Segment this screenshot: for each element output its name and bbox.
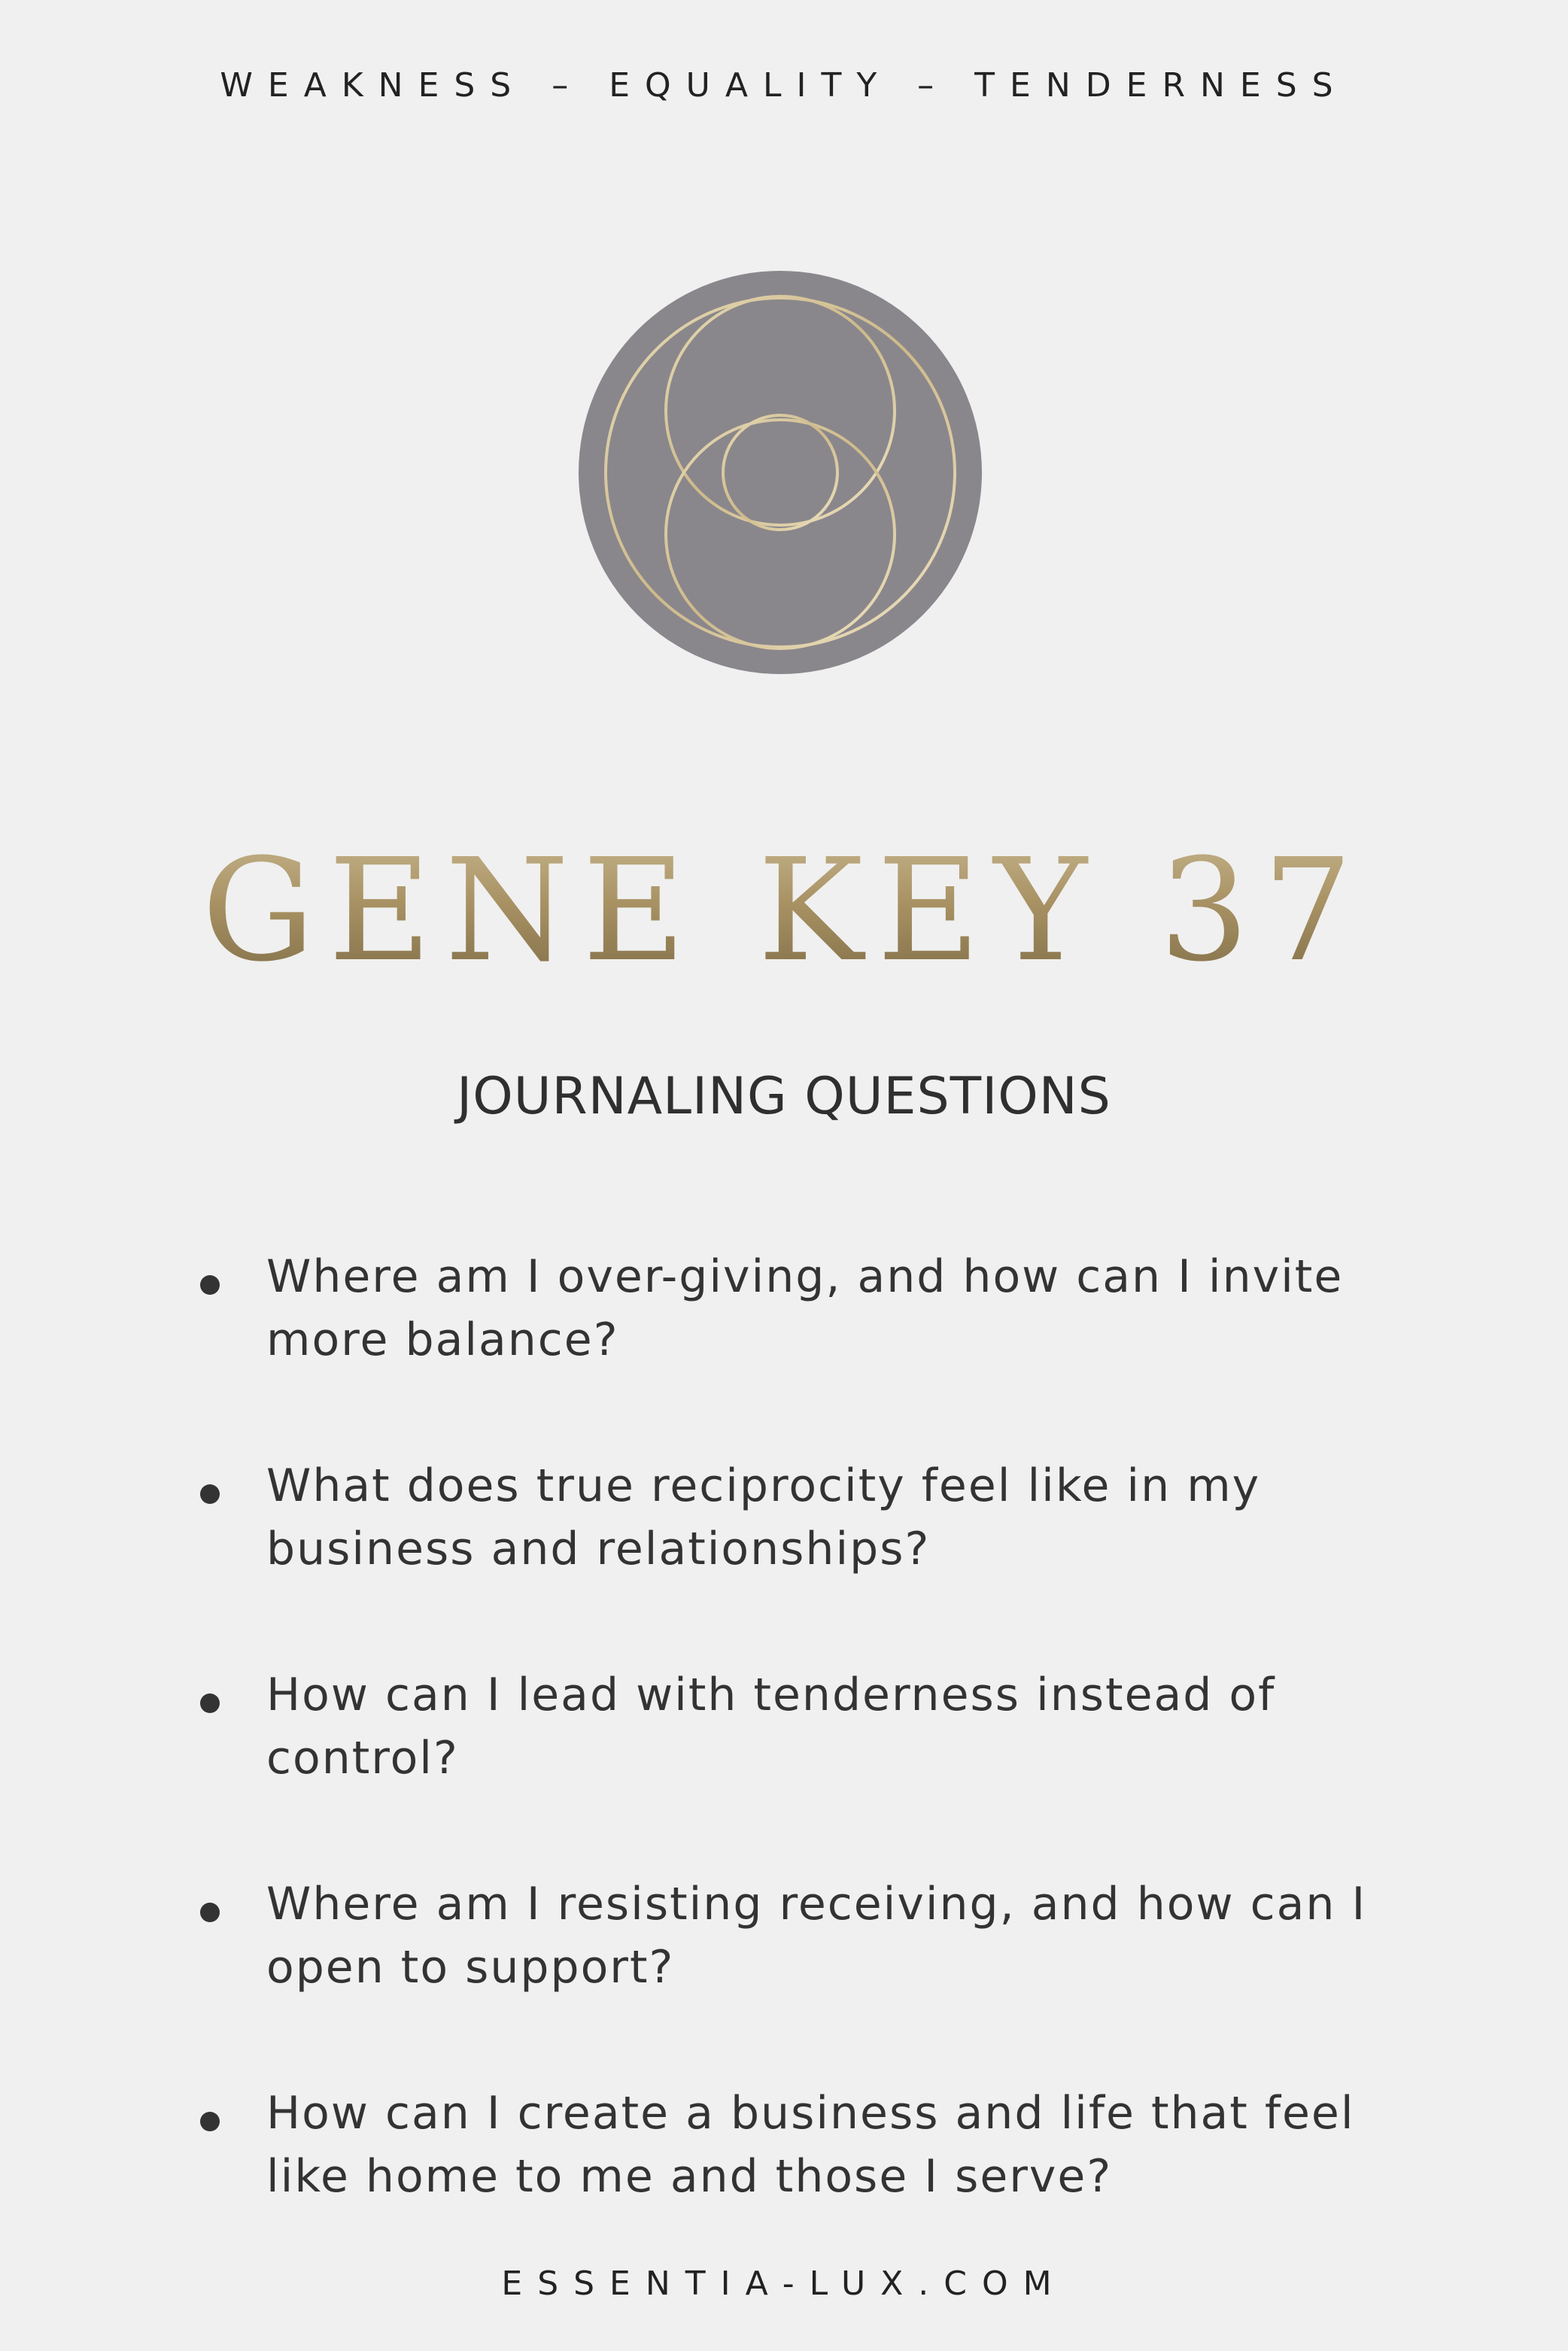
page-subtitle: JOURNALING QUESTIONS <box>457 1067 1111 1126</box>
question-text: How can I create a business and life that feel like home to me and those I serve? <box>266 2087 1355 2203</box>
question-text: What does true reciprocity feel like in my business and relationships? <box>266 1460 1261 1575</box>
gene-keys-circles-icon <box>579 271 982 674</box>
list-item <box>188 1663 1430 1790</box>
bullet-icon <box>200 1693 220 1713</box>
question-text: How can I lead with tenderness instead of control? <box>266 1669 1276 1785</box>
bullet-icon <box>200 1275 220 1295</box>
list-item <box>188 1454 1430 1581</box>
bullet-icon <box>200 1903 220 1922</box>
question-text: Where am I over-giving, and how can I invite more balance? <box>266 1250 1344 1366</box>
list-item <box>188 1245 1430 1371</box>
list-item <box>188 2082 1430 2208</box>
header-tagline: WEAKNESS – EQUALITY – TENDERNESS <box>220 66 1348 105</box>
footer-website: ESSENTIA-LUX.COM <box>501 2264 1067 2303</box>
question-text: Where am I resisting receiving, and how can I open to support? <box>266 1878 1367 1994</box>
question-list <box>188 1245 1430 2291</box>
list-item <box>188 1873 1430 1999</box>
page-title: GENE KEY 37 <box>0 826 1568 996</box>
bullet-icon <box>200 2112 220 2131</box>
bullet-icon <box>200 1484 220 1504</box>
emblem-disc <box>579 271 982 674</box>
